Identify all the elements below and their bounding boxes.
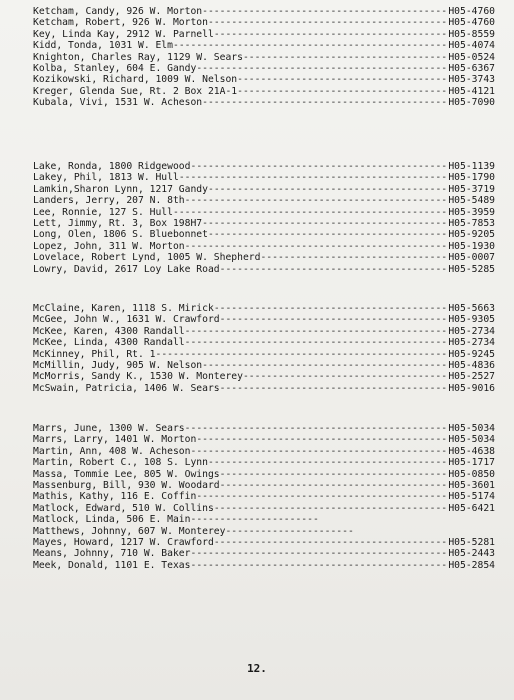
dot-leader [220, 314, 449, 325]
entry-name-address: Lee, Ronnie, 127 S. Hull [33, 206, 173, 218]
entry-name-address: Long, Olen, 1806 S. Bluebonnet [33, 229, 208, 241]
directory-entry [33, 457, 495, 468]
directory-section-mc [33, 303, 495, 394]
directory-entry [33, 469, 495, 480]
entry-name-address: Landers, Jerry, 207 N. 8th [33, 195, 185, 207]
entry-name-address: Kubala, Vivi, 1531 W. Acheson [33, 97, 203, 109]
dot-leader [243, 52, 448, 63]
entry-name-address: Marrs, Larry, 1401 W. Morton [33, 434, 197, 446]
entry-phone: H05-1790 [448, 172, 495, 184]
entry-name-address: McSwain, Patricia, 1406 W. Sears [33, 382, 220, 394]
entry-name-address: Ketcham, Candy, 926 W. Morton [33, 6, 203, 17]
directory-entry [33, 29, 495, 40]
directory-entry [33, 195, 495, 206]
dot-leader [185, 241, 449, 252]
entry-name-address: Meek, Donald, 1101 E. Texas [33, 559, 191, 571]
entry-phone: H05-6421 [448, 502, 495, 514]
dot-leader [173, 207, 448, 218]
entry-phone: H05-9016 [448, 382, 495, 394]
directory-entry [33, 337, 495, 348]
entry-phone: H05-7853 [448, 217, 495, 229]
dot-leader [220, 264, 449, 275]
entry-name-address: Lakey, Phil, 1813 W. Hull [33, 172, 179, 184]
directory-entry [33, 241, 495, 252]
directory-entry [33, 97, 495, 108]
entry-name-address: Key, Linda Kay, 2912 W. Parnell [33, 28, 214, 40]
directory-entry [33, 52, 495, 63]
directory-entry [33, 218, 495, 229]
entry-phone: H05-7090 [448, 97, 495, 109]
entry-phone: H05-3743 [448, 74, 495, 86]
dot-leader [220, 469, 449, 480]
entry-name-address: Lamkin,Sharon Lynn, 1217 Gandy [33, 183, 208, 195]
directory-entry [33, 537, 495, 548]
dot-leader [225, 526, 355, 537]
entry-phone: H05-0524 [448, 51, 495, 63]
entry-phone: H05-5489 [448, 195, 495, 207]
directory-entry [33, 17, 495, 28]
entry-phone: H05-4760 [448, 17, 495, 29]
entry-phone: H05-5174 [448, 491, 495, 503]
dot-leader [208, 457, 448, 468]
dot-leader [214, 303, 449, 314]
entry-phone: H05-0007 [448, 252, 495, 264]
entry-name-address: Ketcham, Robert, 926 W. Morton [33, 17, 208, 29]
entry-phone: H05-1717 [448, 457, 495, 469]
dot-leader [190, 446, 448, 457]
directory-entry [33, 503, 495, 514]
entry-phone: H05-3719 [448, 183, 495, 195]
entry-phone: H05-6367 [448, 62, 495, 74]
directory-entry [33, 434, 495, 445]
entry-phone: H05-8559 [448, 28, 495, 40]
dot-leader [243, 371, 448, 382]
entry-name-address: Matlock, Edward, 510 W. Collins [33, 502, 214, 514]
entry-name-address: Knighton, Charles Ray, 1129 W. Sears [33, 51, 243, 63]
entry-name-address: Lake, Ronda, 1800 Ridgewood [33, 161, 191, 172]
directory-entry [33, 184, 495, 195]
dot-leader [214, 29, 449, 40]
directory-entry [33, 383, 495, 394]
dot-leader [179, 172, 449, 183]
entry-phone: H05-1139 [448, 161, 495, 172]
directory-entry [33, 229, 495, 240]
dot-leader [208, 17, 448, 28]
entry-name-address: Mathis, Kathy, 116 E. Coffin [33, 491, 197, 503]
entry-name-address: McMorris, Sandy K., 1530 W. Monterey [33, 371, 243, 383]
dot-leader [185, 337, 449, 348]
dot-leader [155, 349, 448, 360]
entry-name-address: Lett, Jimmy, Rt. 3, Box 198H7 [33, 217, 203, 229]
entry-phone: H05-3601 [448, 479, 495, 491]
directory-entry [33, 314, 495, 325]
directory-entry [33, 480, 495, 491]
dot-leader [196, 491, 448, 502]
directory-entry [33, 514, 495, 525]
entry-phone: H05-5663 [448, 303, 495, 314]
directory-entry [33, 264, 495, 275]
dot-leader [202, 6, 448, 17]
page-number: 12. [247, 662, 267, 675]
directory-entry [33, 560, 495, 571]
dot-leader [190, 560, 448, 571]
entry-phone: H05-4074 [448, 40, 495, 52]
directory-entry [33, 172, 495, 183]
dot-leader [196, 63, 448, 74]
dot-leader [196, 434, 448, 445]
dot-leader [208, 229, 448, 240]
entry-phone: H05-9305 [448, 314, 495, 326]
directory-entry [33, 526, 495, 537]
directory-section-m [33, 423, 495, 571]
directory-entry [33, 252, 495, 263]
directory-entry [33, 360, 495, 371]
dot-leader [173, 40, 448, 51]
directory-entry [33, 74, 495, 85]
directory-entry [33, 40, 495, 51]
dot-leader [220, 480, 449, 491]
entry-phone: H05-0850 [448, 468, 495, 480]
dot-leader [260, 252, 448, 263]
directory-entry [33, 161, 495, 172]
directory-entry [33, 491, 495, 502]
dot-leader [190, 514, 320, 525]
entry-name-address: Massa, Tommie Lee, 805 W. Owings [33, 468, 220, 480]
entry-phone: H05-4836 [448, 359, 495, 371]
entry-phone: H05-9245 [448, 348, 495, 360]
entry-phone: H05-5034 [448, 423, 495, 434]
entry-name-address: Mayes, Howard, 1217 W. Crawford [33, 536, 214, 548]
dot-leader [202, 218, 448, 229]
dot-leader [214, 503, 449, 514]
entry-name-address: Kozikowski, Richard, 1009 W. Nelson [33, 74, 238, 86]
entry-phone: H05-5034 [448, 434, 495, 446]
entry-phone: H05-9205 [448, 229, 495, 241]
entry-name-address: Kolba, Stanley, 604 E. Gandy [33, 62, 197, 74]
dot-leader [237, 86, 448, 97]
entry-name-address: Lopez, John, 311 W. Morton [33, 240, 185, 252]
directory-section-l [33, 161, 495, 275]
entry-name-address: McKee, Linda, 4300 Randall [33, 337, 185, 349]
dot-leader [202, 360, 448, 371]
entry-phone: H05-4760 [448, 6, 495, 17]
entry-name-address: Lovelace, Robert Lynd, 1005 W. Shepherd [33, 252, 261, 264]
directory-entry [33, 349, 495, 360]
dot-leader [208, 184, 448, 195]
entry-name-address: Kreger, Glenda Sue, Rt. 2 Box 21A-1 [33, 85, 238, 97]
entry-phone: H05-3959 [448, 206, 495, 218]
entry-phone: H05-2854 [448, 559, 495, 571]
entry-name-address: Means, Johnny, 710 W. Baker [33, 548, 191, 560]
dot-leader [185, 195, 449, 206]
entry-phone: H05-4121 [448, 85, 495, 97]
entry-name-address: Martin, Ann, 408 W. Acheson [33, 445, 191, 457]
directory-entry [33, 6, 495, 17]
entry-name-address: McKee, Karen, 4300 Randall [33, 325, 185, 337]
dot-leader [237, 74, 448, 85]
directory-entry [33, 86, 495, 97]
dot-leader [185, 326, 449, 337]
entry-name-address: Martin, Robert C., 108 S. Lynn [33, 457, 208, 469]
directory-entry [33, 326, 495, 337]
directory-section-k [33, 6, 495, 109]
directory-entry [33, 446, 495, 457]
entry-name-address: Massenburg, Bill, 930 W. Woodard [33, 479, 220, 491]
entry-name-address: McGee, John W., 1631 W. Crawford [33, 314, 220, 326]
dot-leader [190, 161, 448, 172]
entry-phone: H05-2734 [448, 337, 495, 349]
dot-leader [202, 97, 448, 108]
entry-name-address: Marrs, June, 1300 W. Sears [33, 423, 185, 434]
entry-phone: H05-1930 [448, 240, 495, 252]
dot-leader [185, 423, 449, 434]
entry-name-address: Matthews, Johnny, 607 W. Monterey [33, 525, 226, 537]
entry-phone: H05-2734 [448, 325, 495, 337]
entry-name-address: Matlock, Linda, 506 E. Main [33, 514, 191, 526]
directory-entry [33, 423, 495, 434]
entry-name-address: McClaine, Karen, 1118 S. Mirick [33, 303, 214, 314]
entry-name-address: Kidd, Tonda, 1031 W. Elm [33, 40, 173, 52]
entry-phone: H05-5285 [448, 263, 495, 275]
directory-entry [33, 548, 495, 559]
directory-entry [33, 303, 495, 314]
entry-name-address: McMillin, Judy, 905 W. Nelson [33, 359, 203, 371]
directory-entry [33, 207, 495, 218]
entry-phone: H05-4638 [448, 445, 495, 457]
dot-leader [214, 537, 449, 548]
dot-leader [220, 383, 449, 394]
directory-entry [33, 371, 495, 382]
dot-leader [190, 548, 448, 559]
entry-phone: H05-2443 [448, 548, 495, 560]
entry-phone: H05-5281 [448, 536, 495, 548]
entry-phone: H05-2527 [448, 371, 495, 383]
directory-entry [33, 63, 495, 74]
entry-name-address: McKinney, Phil, Rt. 1 [33, 348, 156, 360]
entry-name-address: Lowry, David, 2617 Loy Lake Road [33, 263, 220, 275]
